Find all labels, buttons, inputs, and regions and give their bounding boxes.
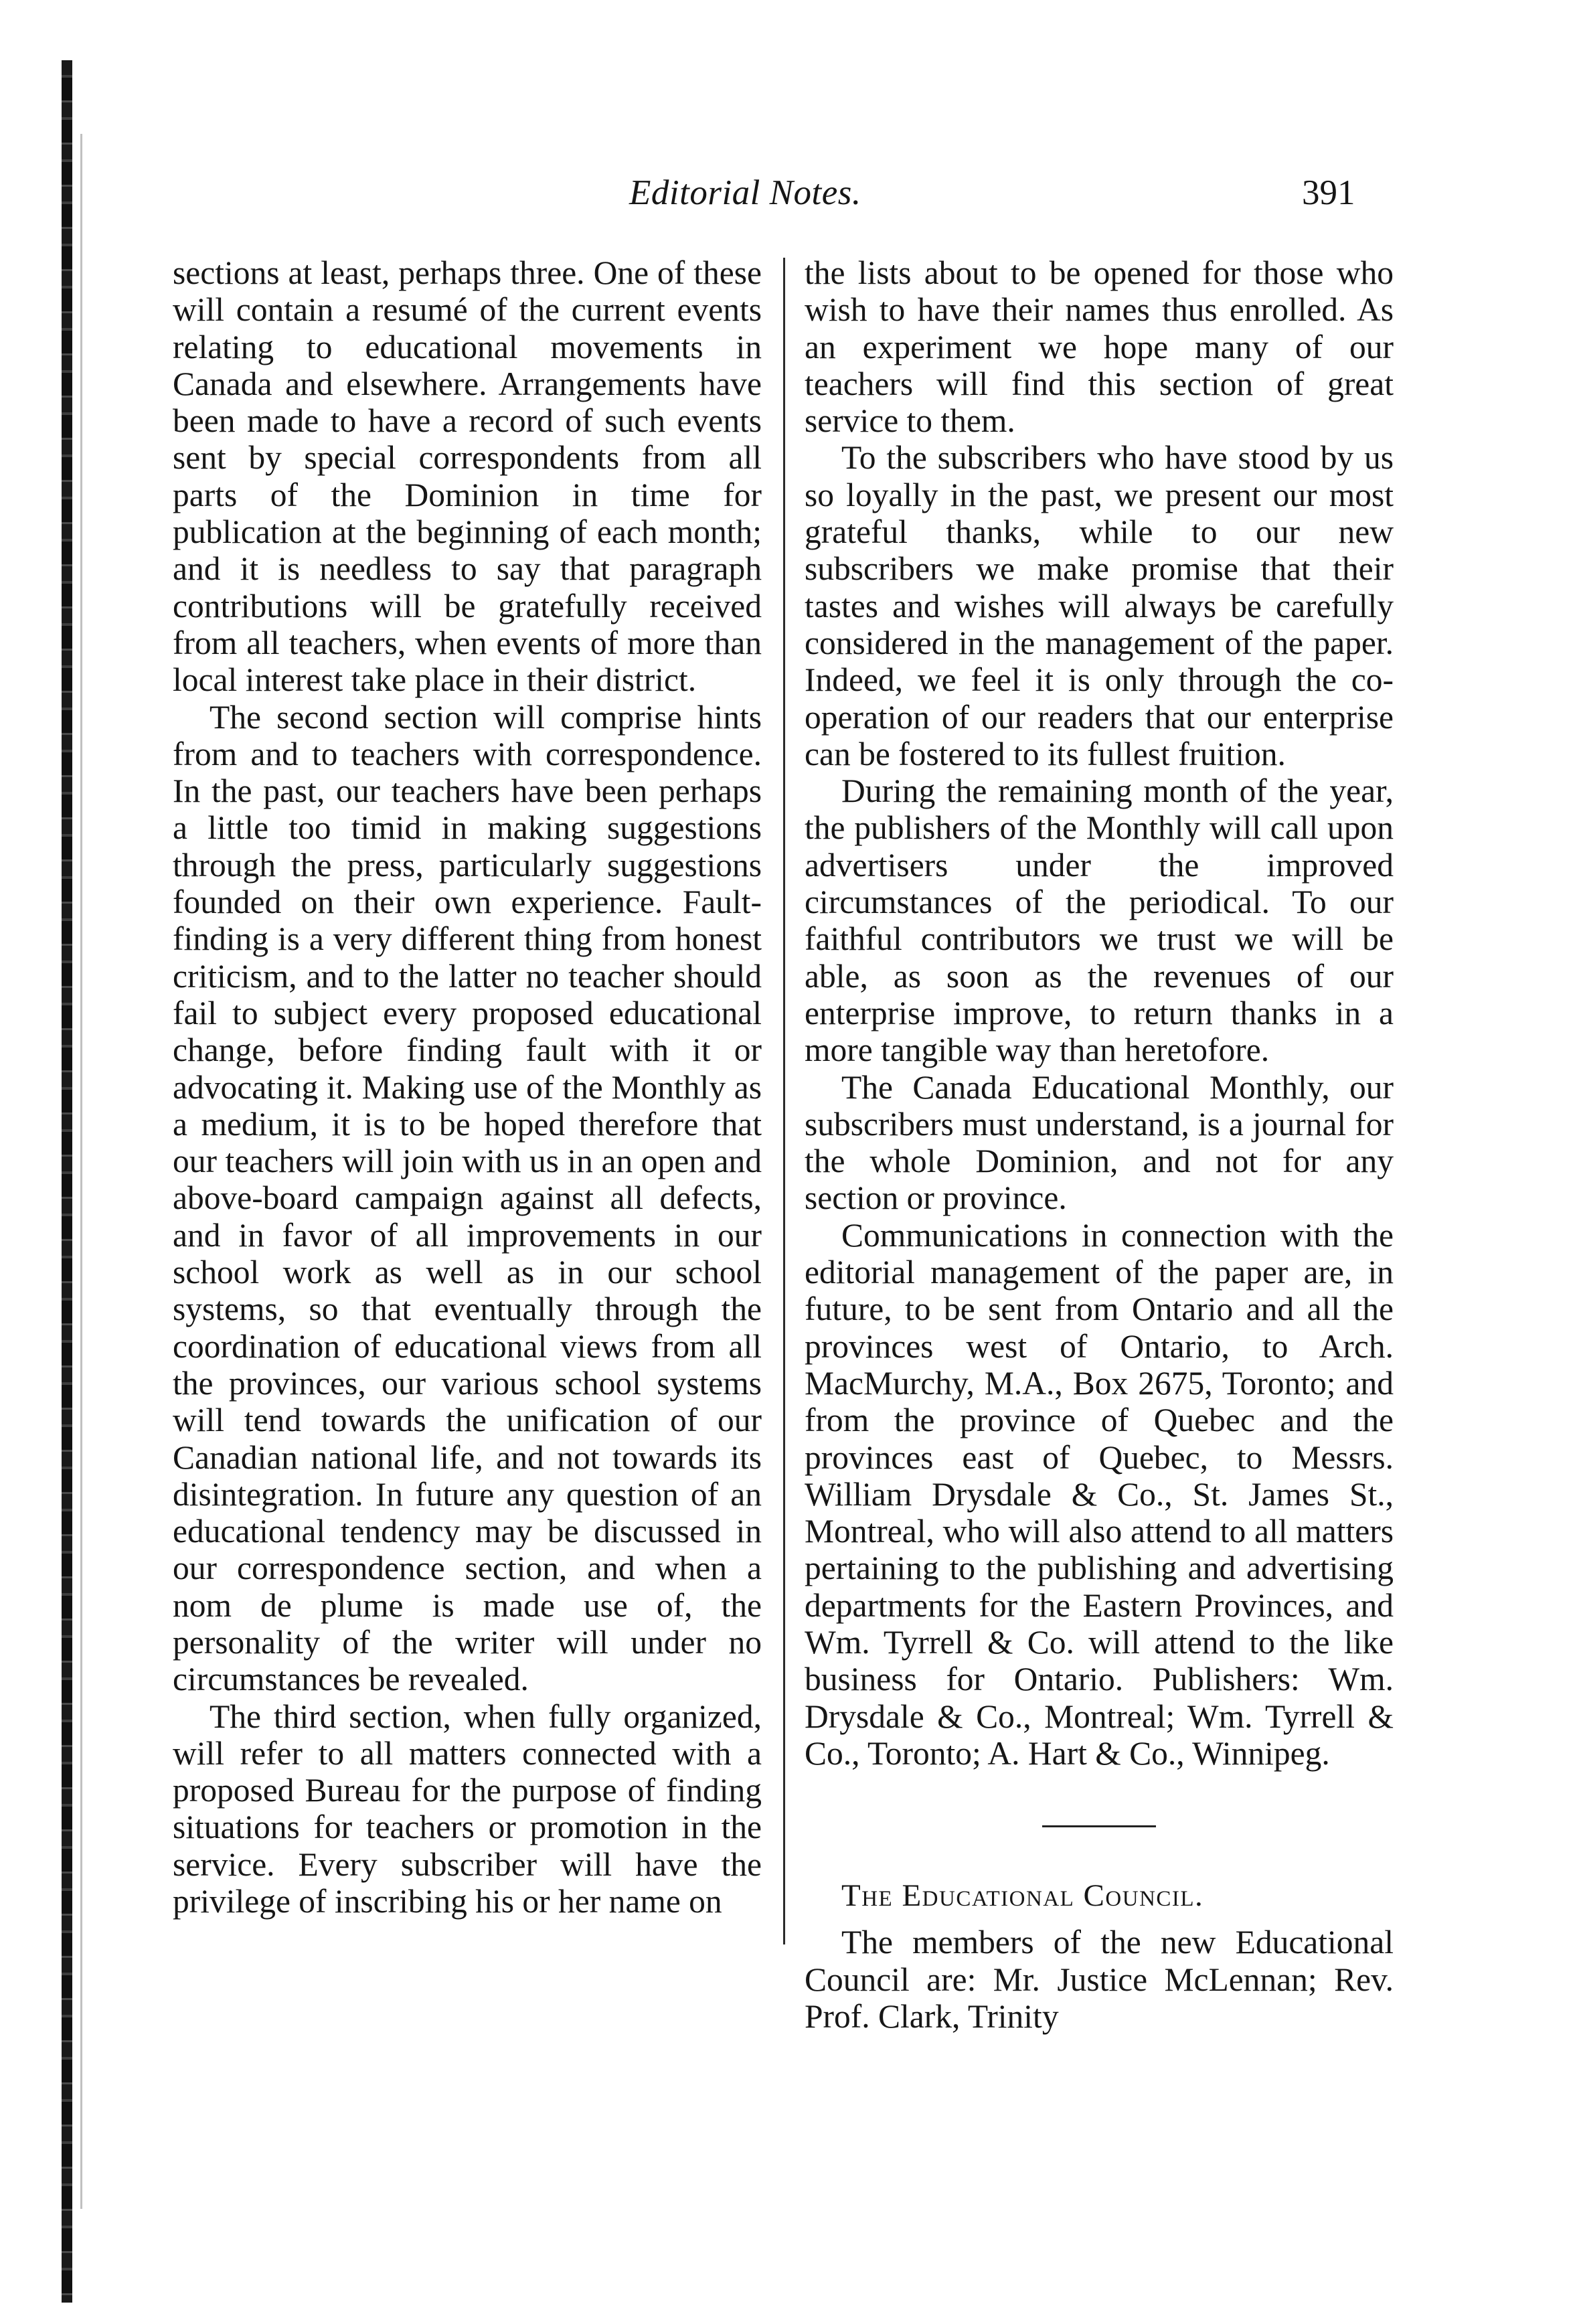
paragraph: Communications in connection with the editorial management of the paper are, in future, to be sent from Ontario and all the provinces west of Ontario, to Arch. MacMurchy, M.A., Box 2675, Toronto; and from the province of Quebec and the provinces east of Quebec, to Messrs. William Drysdale & Co., St. James St., Montreal, who will also attend to all matters pertaining to the publishing and advertising departments for the Eastern Provinces, and Wm. Tyrrell & Co. will attend to the like business for Ontario. Publishers: Wm. Drysdale & Co., Montreal; Wm. Tyrrell & Co., Toronto; A. Hart & Co., Winnipeg. — [805, 1216, 1394, 1772]
binding-shadow — [80, 134, 82, 2209]
running-title: Editorial Notes. — [629, 173, 861, 212]
paragraph: the lists about to be opened for those who wish to have their names thus enrolled. As an experiment we hope many of our teachers will find this section of great service to them. — [805, 254, 1394, 440]
paragraph: The Canada Educational Monthly, our subscribers must understand, is a journal for the whole Dominion, and not for any section or province. — [805, 1068, 1394, 1217]
paragraph: During the remaining month of the year, the publishers of the Monthly will call upon advertisers under the improved circumstances of the periodical. To our faithful contributors we trust we will be able, as soon as the revenues of our enterprise improve, to return thanks in a more tangible way than heretofore. — [805, 772, 1394, 1069]
section-divider — [1042, 1825, 1156, 1827]
left-column — [173, 254, 762, 1920]
running-head — [0, 173, 1579, 220]
paragraph: The second section will comprise hints from and to teachers with correspondence. In the past, our teachers have been perhaps a little too timid in making suggestions through the press, particularly suggestions founded on their own experience. Fault-finding is a very different thing from honest criticism, and to the latter no teacher should fail to subject every proposed educational change, before finding fault with it or advocating it. Making use of the Monthly as a medium, it is to be hoped therefore that our teachers will join with us in an open and above-board campaign against all defects, and in favor of all improvements in our school work as well as in our school systems, so that eventually through the coordination of educational views from all the provinces, our various school systems will tend towards the unification of our Canadian national life, and not towards its disintegration. In future any question of an educational tendency may be discussed in our correspondence section, and when a nom de plume is made use of, the personality of the writer will under no circumstances be revealed. — [173, 698, 762, 1698]
paragraph: The third section, when fully organized, will refer to all matters connected with a proposed Bureau for the purpose of finding situations for teachers or promotion in the service. Every subscriber will have the privilege of inscribing his or her name on — [173, 1697, 762, 1920]
binding-edge — [62, 60, 72, 2303]
paragraph: To the subscribers who have stood by us so loyally in the past, we present our most grateful thanks, while to our new subscribers we make promise that their tastes and wishes will always be carefully considered in the management of the paper. Indeed, we feel it is only through the co-operation of our readers that our enterprise can be fostered to its fullest fruition. — [805, 439, 1394, 772]
column-rule — [783, 258, 785, 1944]
section-heading: The Educational Council. — [841, 1878, 1204, 1914]
paragraph: sections at least, perhaps three. One of these will contain a resumé of the current events relating to educational movements in Canada and elsewhere. Arrangements have been made to have a record of such events sent by special correspondents from all parts of the Dominion in time for publication at the beginning of each month; and it is needless to say that paragraph contributions will be gratefully received from all teachers, when events of more than local interest take place in their district. — [173, 254, 762, 699]
page-number: 391 — [1302, 173, 1355, 212]
paragraph: The members of the new Educational Council are: Mr. Justice McLennan; Rev. Prof. Clark, Trinity — [805, 1924, 1394, 2036]
right-column — [805, 254, 1394, 2035]
